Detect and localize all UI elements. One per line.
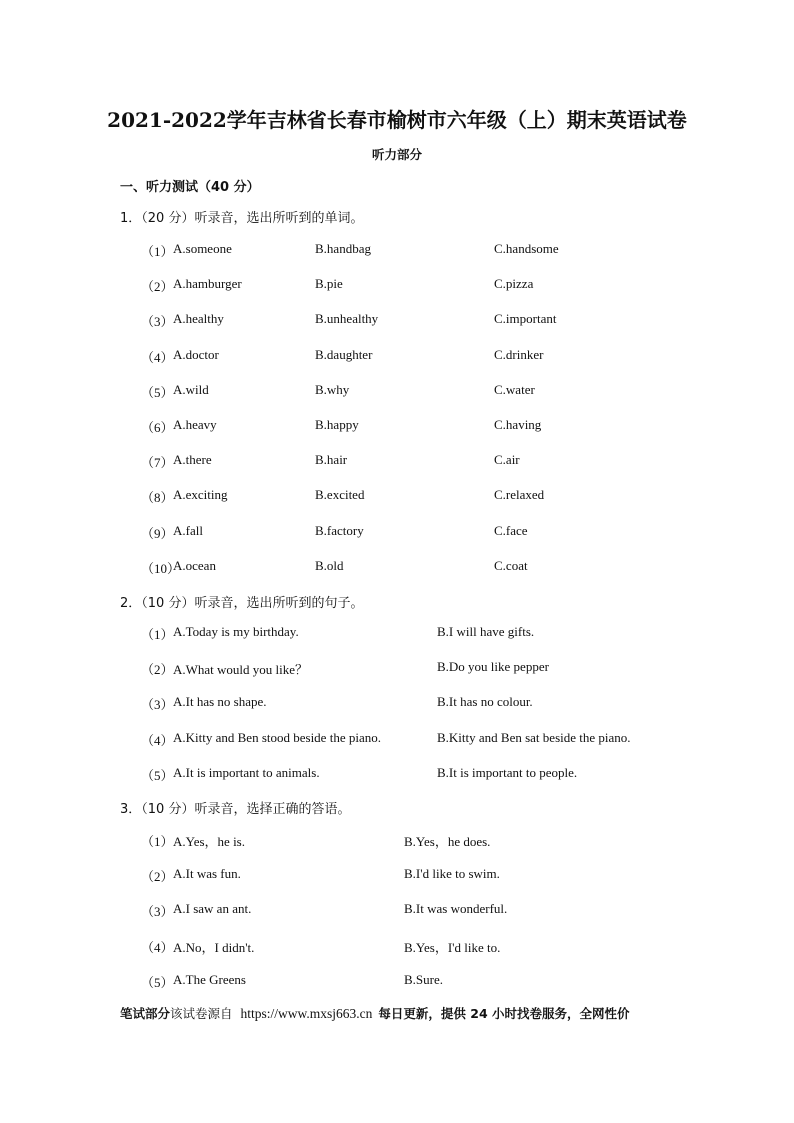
question-3-heading: 3．（10 分）听录音，选择正确的答语。 [120, 802, 351, 817]
item-number: （6） [141, 420, 174, 435]
q1-option-row [0, 311, 794, 331]
footer-url[interactable]: https://www.mxsj663.cn [240, 1006, 373, 1021]
option-a: A.What would you like？ [173, 662, 309, 678]
option-a: A.doctor [173, 346, 219, 362]
page-title: 2021-2022学年吉林省长春市榆树市六年级（上）期末英语试卷 [107, 108, 687, 132]
option-b: B.Yes，I'd like to. [404, 939, 501, 955]
option-b: B.I'd like to swim. [404, 866, 500, 882]
q1-option-row [0, 241, 794, 261]
item-number: （1） [141, 627, 174, 642]
option-b: B.daughter [315, 346, 373, 362]
footer-bold-label: 笔试部分 [120, 1006, 171, 1021]
footer-note [120, 1004, 680, 1022]
option-c: C.handsome [494, 241, 559, 256]
q2-option-row [0, 765, 794, 785]
item-number: （3） [141, 314, 174, 330]
option-a: A.someone [173, 241, 232, 256]
option-c: C.pizza [494, 276, 534, 292]
option-a: A.there [173, 452, 212, 468]
option-a: A.ocean [173, 557, 216, 573]
question-2-heading: 2．（10 分）听录音，选出所听到的句子。 [120, 596, 364, 611]
q1-option-row [0, 487, 794, 507]
option-a: A.It was fun. [173, 866, 241, 882]
item-number: （9） [141, 525, 174, 541]
option-b: B.hair [315, 452, 348, 468]
option-a: A.No，I didn't. [173, 939, 255, 955]
item-number: （7） [141, 455, 174, 471]
option-c: C.having [494, 417, 542, 432]
item-number: （10） [141, 560, 181, 576]
item-number: （4） [141, 349, 174, 365]
item-number: （1） [141, 244, 174, 259]
q1-option-row [0, 347, 794, 367]
option-c: C.drinker [494, 346, 544, 362]
option-b: B.factory [315, 522, 364, 538]
option-b: B.excited [315, 487, 365, 503]
option-b: B.happy [315, 417, 359, 432]
item-number: （3） [141, 697, 174, 713]
q2-option-row [0, 694, 794, 714]
option-a: A.Yes，he is. [173, 834, 245, 849]
q3-option-row [0, 972, 794, 992]
q1-option-row [0, 452, 794, 472]
option-b: B.Sure. [404, 971, 443, 987]
item-number: （3） [141, 904, 174, 920]
option-a: A.heavy [173, 417, 217, 432]
item-number: （8） [141, 490, 174, 506]
option-a: A.healthy [173, 311, 224, 327]
option-b: B.old [315, 557, 344, 573]
option-b: B.It is important to people. [437, 764, 578, 780]
option-a: A.exciting [173, 487, 228, 503]
option-b: B.handbag [315, 241, 371, 256]
option-c: C.relaxed [494, 487, 545, 503]
q1-option-row [0, 417, 794, 437]
q1-option-row [0, 382, 794, 402]
option-b: B.It has no colour. [437, 694, 533, 710]
option-b: B.unhealthy [315, 311, 379, 327]
item-number: （2） [141, 662, 174, 678]
section-heading: 一、听力测试（40 分） [120, 180, 260, 195]
q2-option-row [0, 730, 794, 750]
option-b: B.I will have gifts. [437, 624, 535, 639]
q1-option-row [0, 276, 794, 296]
item-number: （5） [141, 767, 174, 783]
option-b: B.Kitty and Ben sat beside the piano. [437, 729, 631, 745]
option-a: A.It is important to animals. [173, 764, 320, 780]
option-b: B.why [315, 381, 350, 397]
item-number: （4） [141, 939, 174, 955]
item-number: （5） [141, 384, 174, 400]
q3-option-row [0, 866, 794, 886]
footer-tail: 每日更新，提供 24 小时找卷服务，全网性价 [378, 1006, 630, 1021]
q2-option-row [0, 659, 794, 679]
option-c: C.coat [494, 557, 528, 573]
option-b: B.Yes，he does. [404, 834, 491, 849]
option-a: A.Kitty and Ben stood beside the piano. [173, 729, 381, 745]
q1-option-row [0, 523, 794, 543]
option-b: B.Do you like pepper [437, 659, 549, 675]
item-number: （1） [141, 834, 174, 849]
option-b: B.It was wonderful. [404, 901, 508, 917]
item-number: （2） [141, 869, 174, 885]
option-a: A.wild [173, 381, 209, 397]
option-c: C.important [494, 311, 557, 327]
q2-option-row [0, 624, 794, 644]
option-c: C.water [494, 381, 535, 397]
option-c: C.face [494, 522, 528, 538]
option-a: A.The Greens [173, 971, 246, 987]
option-c: C.air [494, 452, 520, 468]
q3-option-row [0, 831, 794, 851]
q1-option-row [0, 558, 794, 578]
item-number: （2） [141, 279, 174, 295]
q3-option-row [0, 937, 794, 957]
option-a: A.fall [173, 522, 203, 538]
option-b: B.pie [315, 276, 343, 292]
footer-source: 该试卷源自 [170, 1006, 233, 1021]
q3-option-row [0, 901, 794, 921]
question-1-heading: 1．（20 分）听录音，选出所听到的单词。 [120, 211, 364, 226]
page-subtitle: 听力部分 [371, 147, 422, 162]
option-a: A.I saw an ant. [173, 901, 252, 917]
option-a: A.hamburger [173, 276, 242, 292]
item-number: （4） [141, 732, 174, 748]
option-a: A.It has no shape. [173, 694, 267, 710]
item-number: （5） [141, 974, 174, 990]
option-a: A.Today is my birthday. [173, 624, 299, 639]
